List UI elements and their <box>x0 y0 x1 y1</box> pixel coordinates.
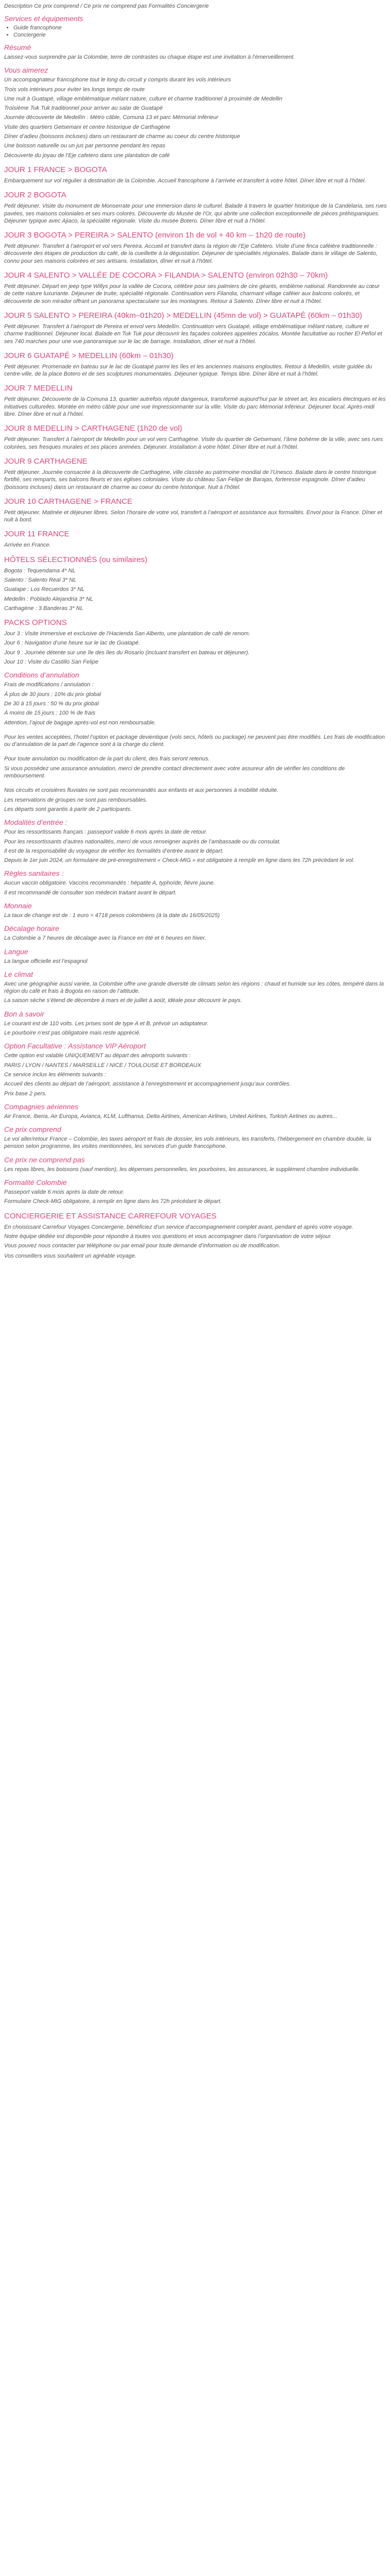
day-title: JOUR 3 BOGOTA > PEREIRA > SALENTO (environ 1h de vol + 40 km – 1h20 de route) <box>4 231 306 240</box>
vous-aimerez-paragraph: Découverte du joyau de l’Eje cafetero dans une plantation de café <box>4 152 170 159</box>
services-item: • Guide francophone <box>13 25 387 31</box>
modalites-paragraph: Il est de la responsabilité du voyageur de vérifier les formalités d’entrée avant le départ. <box>4 848 224 854</box>
conditions-paragraph: Attention, l’ajout de bagage aprés-vol est non remboursable. <box>4 719 156 726</box>
resume-text: Laissez-vous surprendre par la Colombie, terre de contrastes ou chaque étape est une invitation à l’émerveillement. <box>4 54 295 60</box>
modalites-paragraph: Depuis le 1er juin 2024, un formulaire de pré-enregistrement « Check-MIG » est obligatoire à remplir en ligne dans les 72h précédant le vol. <box>4 857 355 864</box>
day-paragraph: Petit déjeuner. Promenade en bateau sur le lac de Guatapé parmi les îles et les anciennes maisons englouties. Retour à Medellín, visite guidée du centre-ville, de la place Botero et de ses sculptures monumentales. Déjeuner typique. Temps libre. Dîner libre et nuit à l’hôtel. <box>4 363 372 378</box>
day-paragraph: Arrivée en France. <box>4 542 51 549</box>
conciergerie-title: CONCIERGERIE ET ASSISTANCE CARREFOUR VOYAGES <box>4 1211 217 1221</box>
option-vip-paragraph: Ce service inclus les éléments suivants : <box>4 1071 106 1078</box>
hotel-item: Bogota : Tequendama 4* NL <box>4 567 76 574</box>
conditions-paragraph: Pour toute annulation ou modification de la part du client, des frais seront retenus. <box>4 756 210 762</box>
formalite-paragraph: Formulaire Check-MIG obligatoire, à remplir en ligne dans les 72h précédant le départ. <box>4 1198 222 1205</box>
vous-aimerez-paragraph: Un accompagnateur francophone tout le long du circuit y compris durant les vols intérieurs <box>4 77 231 83</box>
langue-title: Langue <box>4 947 28 956</box>
pack-options-title: PACKS OPTIONS <box>4 618 67 628</box>
option-vip-paragraph: Prix base 2 pers. <box>4 1090 47 1097</box>
document-content <box>0 0 391 1259</box>
hotel-item: Medellin : Poblado Alejandria 3* NL <box>4 596 93 602</box>
conciergerie-paragraph: Vous pouvez nous contacter par téléphone ou par email pour toute demande d’information ou de modification. <box>4 1243 281 1249</box>
day-paragraph: Petit déjeuner. Découverte de la Comuna 13, quartier autrefois réputé dangereux, transformé aujourd’hui par le street art, les escaliers électriques et les initiatives culturelles. Montée en métro câble pour une vue impressionnante sur la ville. Visite du parc Mémorial Inférieur. Déjeuner local. Après-midi libre. Dîner libre et nuit à l’hôtel. <box>4 396 386 418</box>
day-title: JOUR 10 CARTHAGENE > FRANCE <box>4 497 133 506</box>
formalite-paragraph: Passeport valide 6 mois après la date de retour. <box>4 1189 125 1196</box>
day-title: JOUR 8 MEDELLIN > CARTHAGENE (1h20 de vol) <box>4 424 183 433</box>
conditions-paragraph: À moins de 15 jours : 100 % de frais <box>4 710 95 717</box>
vous-aimerez-paragraph: Une boisson naturelle ou un jus par personne pendant les repas <box>4 143 166 149</box>
day-paragraph: Petit déjeuner. Visite du monument de Monserrate pour une immersion dans le culturel. Balade à travers le quartier historique de la Candelaria, ses rues pavées, ses maisons coloniales et ses murs colorés. Découverte du Musée de l’Or, qui abrite une collection exceptionnelle de pièces préhispaniques. Déjeuner typique avec Ajiaco, la spécialité régionale. Visite du musée Botero. Dîner libre et nuit à l’hôtel. <box>4 203 387 224</box>
vous-aimerez-paragraph: Journée découverte de Medellín : Métro câble, Comuna 13 et parc Mémorial Inférieur <box>4 114 219 121</box>
pack-option-item: Jour 9 : Journée détente sur une île des îles du Rosario (incluant transfert en bateau et déjeuner). <box>4 649 250 656</box>
day-paragraph: Petit déjeuner. Matinée et déjeuner libres. Selon l’horaire de votre vol, transfert à l’aéroport et assistance aux formalités. Envol pour la France. Dîner et nuit à bord. <box>4 509 382 523</box>
regles-sanitaires-paragraph: Aucun vaccin obligatoire. Vaccins recommandés : hépatite A, typhoïde, fièvre jaune. <box>4 880 215 887</box>
day-title: JOUR 5 SALENTO > PEREIRA (40km–01h20) > MEDELLIN (45mn de vol) > GUATAPÉ (60km – 01h30) <box>4 311 363 320</box>
hotels-title: HÔTELS SÉLECTIONNÉS (ou similaires) <box>4 555 148 564</box>
day-paragraph: Petit déjeuner. Transfert à l’aéroport de Medellin pour un vol vers Carthagène. Visite du quartier de Getsemani, l’âme bohème de la ville, avec ses rues colorées, ses fresques murales et ses places animées. Déjeuner. Installation à votre hôtel. Dîner libre et nuit à l’hôtel. <box>4 436 383 450</box>
signature: Vos conseillers vous souhaitent un agréable voyage. <box>4 1252 137 1259</box>
day-title: JOUR 6 GUATAPÉ > MEDELLIN (60km – 01h30) <box>4 351 174 360</box>
resume-title: Résumé <box>4 43 31 52</box>
conditions-paragraph: Frais de modifications / annulation : <box>4 682 94 688</box>
vous-aimerez-title: Vous aimerez <box>4 66 48 75</box>
conciergerie-paragraph: Notre équipe dédiée est disponible pour répondre à toutes vos questions et vous accompagner dans l’organisation de votre séjour. <box>4 1233 332 1240</box>
day-title: JOUR 4 SALENTO > VALLÉE DE COCORA > FILANDIA > SALENTO (environ 02h30 – 70km) <box>4 271 328 280</box>
services-list <box>4 25 387 38</box>
conditions-paragraph: Les départs sont garantis à partir de 2 participants. <box>4 806 132 812</box>
conditions-paragraph: Les reservations de groupes ne sont pas remboursables. <box>4 796 148 803</box>
bon-savoir-title: Bon à savoir <box>4 1009 44 1018</box>
day-title: JOUR 2 BOGOTA <box>4 191 67 200</box>
langue-paragraph: La langue officielle est l’espagnol <box>4 958 88 964</box>
services-title: Services et équipements <box>4 14 84 23</box>
day-title: JOUR 1 FRANCE > BOGOTA <box>4 165 107 174</box>
bon-savoir-paragraph: Le pourboire n’est pas obligatoire mais reste apprécié. <box>4 1030 141 1037</box>
climat-paragraph: Avec une géographie aussi variée, la Colombie offre une grande diversité de climats selon les régions : chaud et humide sur les côtes, tempéré dans la région du café et frais à Bogota en raison de l’altitude. <box>4 980 384 995</box>
conditions-paragraph: De 30 à 15 jours : 50 % du prix global <box>4 700 99 707</box>
vous-aimerez-paragraph: Visite des quartiers Getsemani et centre historique de Carthagène <box>4 124 171 130</box>
pack-option-item: Jour 10 : Visite du Castillo San Felipe <box>4 659 99 666</box>
day-paragraph: Petit déjeuner. Journée consacrée à la découverte de Carthagène, ville classée au patrimoine mondial de l’Unesco. Balade dans le centre historique fortifié, ses remparts, ses balcons fleuris et ses églises coloniales. Visite du château San Felipe de Barajas, forteresse espagnole. Dîner d’adieu (boissons incluses) dans un restaurant de charme au coeur du centre historique. Nuit à l’hôtel. <box>4 469 377 490</box>
day-title: JOUR 9 CARTHAGENE <box>4 456 88 466</box>
hotel-item: Guatape : Los Recuerdos 3* NL <box>4 586 85 593</box>
compagnies-paragraph: Air France, Iberia, Air Europa, Avianca, KLM, Lufthansa, Delta Airlines, American Airlines, United Airlines, Turkish Airlines ou autres... <box>4 1113 338 1120</box>
day-title: JOUR 11 FRANCE <box>4 530 70 539</box>
bon-savoir-paragraph: Le courant est de 110 volts. Les prises sont de type A et B, prévoir un adaptateur. <box>4 1020 209 1027</box>
hotel-item: Carthagène : 3 Banderas 3* NL <box>4 605 84 612</box>
vous-aimerez-paragraph: Dîner d’adieu (boissons incluses) dans un restaurant de charme au coeur du centre historique <box>4 133 240 140</box>
option-vip-paragraph: Accueil des clients au départ de l’aéroport, assistance à l’enregistrement et accompagnement jusqu’aux contrôles. <box>4 1081 291 1088</box>
conditions-paragraph: À plus de 30 jours : 10% du prix global <box>4 691 101 698</box>
hotel-item: Salento : Salento Real 3* NL <box>4 577 77 583</box>
prix-comprend-paragraph: Le vol aller/retour France – Colombie, les taxes aéroport et frais de dossier, les vols intérieurs, les transferts, l’hébergement en chambre double, la pension selon programme, les visites mentionnées, les services d’un guide francophone. <box>4 1136 371 1150</box>
decalage-paragraph: La Colombie a 7 heures de décalage avec la France en été et 6 heures en hiver. <box>4 935 206 942</box>
conditions-title: Conditions d’annulation <box>4 671 79 680</box>
decalage-title: Décalage horaire <box>4 924 59 933</box>
climat-title: Le climat <box>4 970 34 978</box>
day-paragraph: Petit déjeuner. Transfert à l’aéroport et vol vers Pereira. Accueil et transfert dans la région de l’Eje Cafetero. Visite d’une finca caféière traditionnelle : découverte des étapes de production du café, de la cueillette à la dégustation. Déjeuner de spécialités régionales. Balade dans le village de Salento, connu pour ses maisons colorées et ses artisans. Installation, dîner et nuit à l’hôtel. <box>4 243 378 264</box>
prix-ne-comprend-title: Ce prix ne comprend pas <box>4 1155 85 1164</box>
prix-comprend-title: Ce prix comprend <box>4 1125 61 1134</box>
climat-paragraph: La saison sèche s’étend de décembre à mars et de juillet à août, idéale pour découvrir le pays. <box>4 997 242 1004</box>
day-paragraph: Petit déjeuner. Transfert à l’aéroport de Pereira et envol vers Medellín. Continuation vers Guatapé, village emblématique mêlant nature, culture et charme traditionnel. Déjeuner local. Balade en Tuk Tuk pour découvrir les façades colorées appelées zócalos. Montée facultative au rocher El Peñol et ses 740 marches pour une vue panoramique sur le lac de barrage. Installation, dîner et nuit à l’hôtel. <box>4 323 382 345</box>
vous-aimerez-paragraph: Une nuit à Guatapé, village emblématique mélant nature, culture et charme traditionnel à proximité de Medellin <box>4 95 283 102</box>
pack-option-item: Jour 6 : Navigation d’une heure sur le lac de Guatapé. <box>4 640 140 647</box>
prix-ne-comprend-paragraph: Les repas libres, les boissons (sauf mention), les dépenses personnelles, les pourboires, les assurances, le supplément chambre individuelle. <box>4 1166 360 1173</box>
option-vip-title: Option Facultative : Assistance VIP Aéroport <box>4 1042 146 1050</box>
regles-sanitaires-paragraph: Il est recommandé de consulter son médecin traitant avant le départ. <box>4 889 177 896</box>
compagnies-title: Compagnies aériennes <box>4 1102 78 1111</box>
monnaie-paragraph: La taux de change est de : 1 euro = 4718 pesos colombiens (à la date du 16/05/2025) <box>4 912 220 919</box>
conciergerie-paragraph: En choisissant Carrefour Voyages Conciergerie, bénéficiez d’un service d’accompagnement complet avant, pendant et après votre voyage. <box>4 1224 354 1230</box>
conditions-paragraph: Nos circuits et croisières fluviales ne sont pas recommandés aux enfants et aux personnes à mobilité réduite. <box>4 787 279 794</box>
modalites-paragraph: Pour les ressortissants français : passeport valide 6 mois après la date de retour. <box>4 829 207 836</box>
formalite-title: Formalité Colombie <box>4 1178 67 1187</box>
day-paragraph: Petit déjeuner. Départ en jeep type Willys pour la vallée de Cocora, célèbre pour ses palmiers de cire géants, emblème national. Randonnée au cœur de cette nature luxuriante. Déjeuner de truite, spécialité régionale. Continuation vers Filandia, charmant village caféier aux balcons colorés, et découverte de son mirador offrant un panorama spectaculaire sur les montagnes. Retour à Salento. Dîner libre et nuit à l’hôtel. <box>4 283 380 304</box>
modalites-paragraph: Pour les ressortissants d’autres nationalités, merci de vous renseigner auprès de l’ambassade ou du consulat. <box>4 838 281 845</box>
conditions-paragraph: Si vous possédez une assurance annulation, merci de prendre contact directement avec votre assureur afin de vérifier les conditions de remboursement. <box>4 765 345 779</box>
services-item: • Conciergerie <box>13 32 387 38</box>
conditions-paragraph: Pour les ventes acceptées, l’hotel l’option et package devientique (vols secs, hôtels ou package) ne peuvent pas être modifiés. Les frais de modification ou d’annulation de la part de l’agence sont à la charge du client. <box>4 734 385 748</box>
modalites-title: Modalités d’entrée : <box>4 818 68 827</box>
monnaie-title: Monnaie <box>4 902 32 910</box>
day-paragraph: Embarquement sur vol régulier à destination de la Colombie. Accueil francophone à l’arrivée et transfert à votre hôtel. Dîner libre et nuit à l’hôtel. <box>4 177 366 184</box>
top-description: Description Ce prix comprend / Ce prix ne comprend pas Formalités Conciergerie <box>4 3 209 9</box>
vous-aimerez-paragraph: Troisième Tuk Tuk traditionnel pour arriver au salar de Guatapé <box>4 105 163 112</box>
day-title: JOUR 7 MEDELLIN <box>4 384 73 393</box>
regles-sanitaires-title: Règles sanitaires : <box>4 869 64 878</box>
pack-option-item: Jour 3 : Visite immersive et exclusive de l’Hacienda San Alberto, une plantation de café de renom. <box>4 631 250 637</box>
option-vip-paragraph: PARIS / LYON / NANTES / MARSEILLE / NICE / TOULOUSE ET BORDEAUX <box>4 1062 201 1069</box>
vous-aimerez-paragraph: Trois vols intérieurs pour éviter les longs temps de route <box>4 86 145 93</box>
option-vip-paragraph: Cette option est valable UNIQUEMENT au départ des aéroports suivants : <box>4 1053 191 1059</box>
